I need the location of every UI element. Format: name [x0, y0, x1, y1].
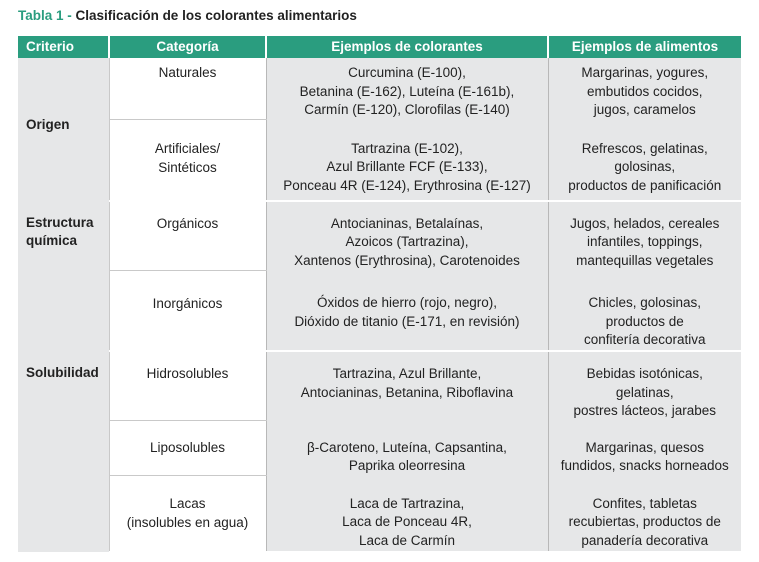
- cell-line: Refrescos, gelatinas,: [581, 140, 708, 156]
- cell-line: Óxidos de hierro (rojo, negro),: [316, 295, 498, 310]
- foods-cell: [548, 421, 741, 476]
- cell-line: jugos, caramelos: [593, 102, 696, 117]
- colorants-cell: [266, 421, 548, 476]
- cell-line: mantequillas vegetales: [576, 252, 714, 268]
- cell-line: Carmín (E-120), Clorofilas (E-140): [304, 102, 510, 117]
- cell-line: gelatinas,: [615, 384, 674, 400]
- colorants-cell: [266, 351, 548, 421]
- cell-line: Xantenos (Erythrosina), Carotenoides: [294, 252, 520, 268]
- table-caption: [18, 8, 357, 23]
- foods-cell: [548, 351, 741, 421]
- category-cell: [109, 270, 266, 351]
- colorants-cell: [266, 120, 548, 201]
- cell-line: fundidos, snacks horneados: [560, 458, 729, 473]
- foods-cell: [548, 58, 741, 120]
- cell-line: Laca de Carmín: [358, 532, 456, 548]
- category-cell: [109, 120, 266, 201]
- criterion-cell: Solubilidad: [18, 351, 109, 552]
- cell-line: infantiles, toppings,: [586, 234, 703, 249]
- colorants-table: [18, 36, 741, 553]
- cell-line: Hidrosolubles: [146, 366, 229, 381]
- header-colorantes: Ejemplos de colorantes: [266, 36, 548, 58]
- cell-line: Chicles, golosinas,: [588, 295, 702, 310]
- cell-line: Confites, tabletas: [592, 495, 697, 511]
- table-row: [18, 351, 741, 421]
- criterion-cell: Origen: [18, 58, 109, 201]
- cell-line: Paprika oleorresina: [348, 458, 466, 473]
- category-cell: [109, 58, 266, 120]
- colorants-cell: [266, 201, 548, 271]
- table-row: [18, 270, 741, 351]
- cell-line: Margarinas, quesos: [585, 439, 705, 455]
- category-cell: [109, 201, 266, 271]
- cell-line: Inorgánicos: [152, 295, 223, 311]
- cell-line: productos de panificación: [568, 177, 722, 193]
- cell-line: Orgánicos: [156, 215, 219, 231]
- colorants-cell: [266, 270, 548, 351]
- cell-line: Jugos, helados, cereales: [570, 215, 720, 231]
- cell-line: panadería decorativa: [581, 532, 709, 548]
- cell-line: productos de: [605, 313, 684, 329]
- cell-line: Azul Brillante FCF (E-133),: [326, 159, 488, 174]
- cell-line: Curcumina (E-100),: [348, 65, 466, 80]
- cell-line: embutidos cocidos,: [586, 83, 703, 99]
- cell-line: Laca de Tartrazina,: [349, 495, 465, 511]
- table-row: [18, 476, 741, 552]
- cell-line: postres lácteos, jarabes: [573, 403, 717, 418]
- cell-line: Laca de Ponceau 4R,: [342, 514, 472, 529]
- cell-line: Naturales: [158, 65, 217, 80]
- foods-cell: [548, 201, 741, 271]
- cell-line: Artificiales/: [154, 141, 221, 156]
- cell-line: Tartrazina (E-102),: [351, 140, 463, 156]
- criterion-cell: Estructura química: [18, 201, 109, 352]
- header-categoria: Categoría: [109, 36, 266, 58]
- header-row: [18, 36, 741, 58]
- cell-line: confitería decorativa: [583, 332, 706, 347]
- table-row: [18, 120, 741, 201]
- cell-line: Antocianinas, Betanina, Riboflavina: [300, 384, 514, 400]
- table-body: [18, 58, 741, 552]
- table-row: [18, 421, 741, 476]
- caption-label: Tabla 1 -: [18, 8, 72, 23]
- cell-line: golosinas,: [614, 159, 676, 174]
- category-cell: [109, 421, 266, 476]
- colorants-cell: [266, 58, 548, 120]
- cell-line: Antocianinas, Betalaínas,: [330, 215, 484, 231]
- table-row: [18, 201, 741, 271]
- foods-cell: [548, 120, 741, 201]
- cell-line: Dióxido de titanio (E-171, en revisión): [294, 313, 520, 329]
- cell-line: Azoicos (Tartrazina),: [345, 234, 469, 249]
- colorants-cell: [266, 476, 548, 552]
- foods-cell: [548, 476, 741, 552]
- cell-line: Margarinas, yogures,: [581, 65, 709, 80]
- cell-line: Betanina (E-162), Luteína (E-161b),: [299, 83, 515, 99]
- category-cell: [109, 351, 266, 421]
- category-cell: [109, 476, 266, 552]
- table-row: [18, 58, 741, 120]
- header-alimentos: Ejemplos de alimentos: [548, 36, 741, 58]
- cell-line: Liposolubles: [149, 440, 226, 455]
- cell-line: Ponceau 4R (E-124), Erythrosina (E-127): [283, 177, 531, 193]
- cell-line: Tartrazina, Azul Brillante,: [332, 366, 482, 381]
- header-criterio: Criterio: [18, 36, 109, 58]
- cell-line: recubiertas, productos de: [568, 514, 721, 529]
- cell-line: (insolubles en agua): [126, 514, 249, 530]
- cell-line: Sintéticos: [158, 159, 217, 175]
- cell-line: Lacas: [169, 496, 206, 511]
- cell-line: Bebidas isotónicas,: [586, 366, 703, 381]
- caption-title: Clasificación de los colorantes alimentarios: [75, 8, 357, 23]
- cell-line: β-Caroteno, Luteína, Capsantina,: [307, 439, 507, 455]
- foods-cell: [548, 270, 741, 351]
